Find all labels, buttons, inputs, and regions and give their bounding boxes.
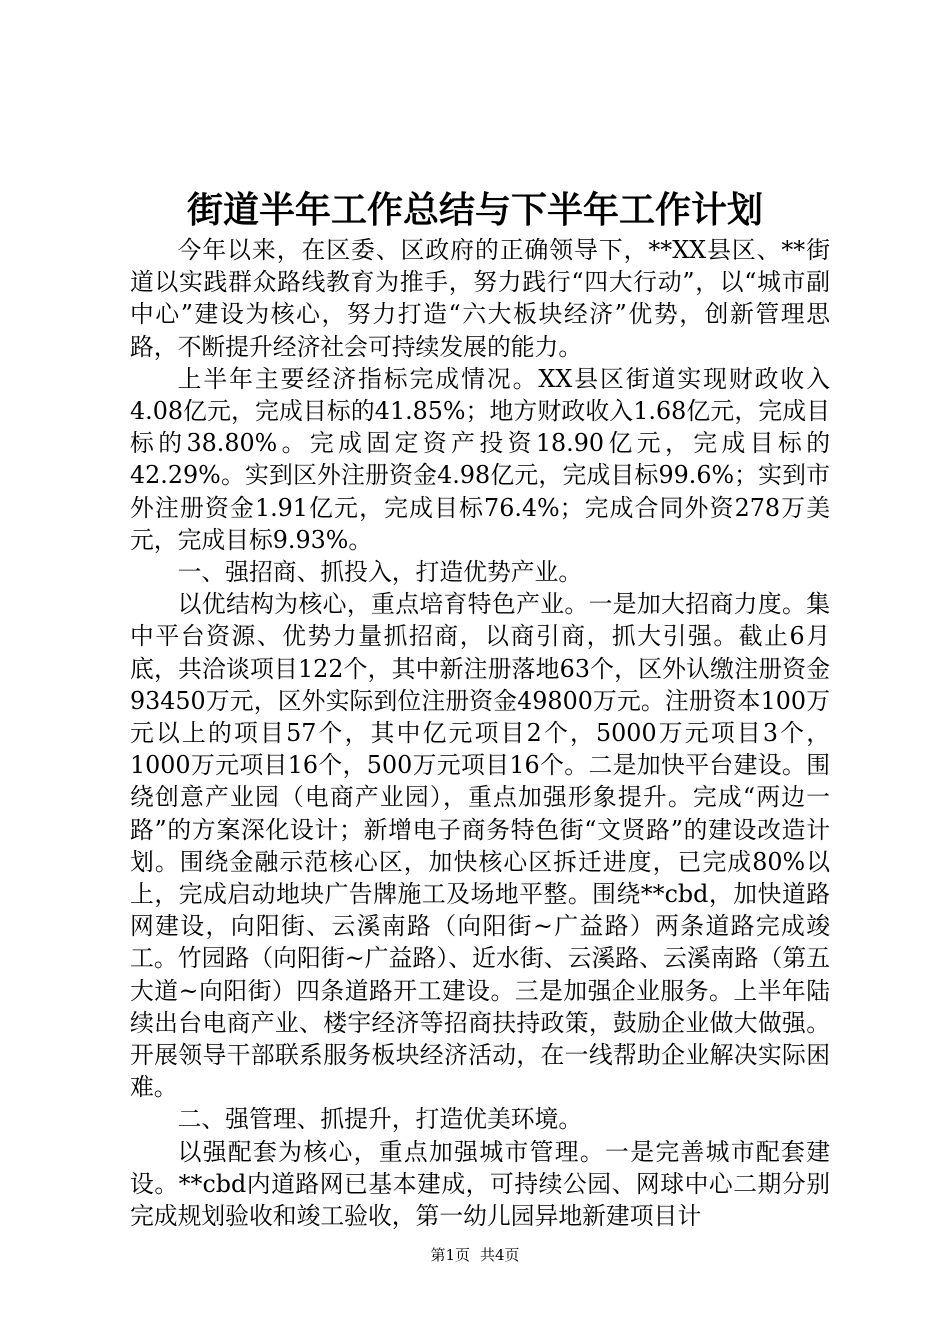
paragraph-intro: 今年以来，在区委、区政府的正确领导下，**XX县区、**街道以实践群众路线教育为推手，努力践行“四大行动”，以“城市副中心”建设为核心，努力打造“六大板块经济”优势，创新管理思路，不断提升经济社会可持续发展的能力。 — [130, 236, 830, 361]
document-title: 街道半年工作总结与下半年工作计划 — [186, 189, 763, 231]
paragraph-management: 以强配套为核心，重点加强城市管理。一是完善城市配套建设。**cbd内道路网已基本建成，可持续公园、网球中心二期分别完成规划验收和竣工验收，第一幼儿园异地新建项目计 — [130, 1137, 830, 1231]
page-total: 共4页 — [480, 1246, 520, 1264]
document-body — [130, 234, 830, 1232]
section-heading-2: 二、强管理、抓提升，打造优美环境。 — [177, 1105, 583, 1134]
paragraph-investment: 以优结构为核心，重点培育特色产业。一是加大招商力度。集中平台资源、优势力量抓招商，以商引商，抓大引强。截止6月底，共洽谈项目122个，其中新注册落地63个，区外认缴注册资金93450万元，区外实际到位注册资金49800万元。注册资本100万元以上的项目57个，其中亿元项目2个，5000万元项目3个，1000万元项目16个，500万元项目16个。二是加快平台建设。围绕创意产业园（电商产业园），重点加强形象提升。完成“两边一路”的方案深化设计；新增电子商务特色街“文贤路”的建设改造计划。围绕金融示范核心区，加快核心区拆迁进度，已完成80%以上，完成启动地块广告牌施工及场地平整。围绕**cbd，加快道路网建设，向阳街、云溪南路（向阳街~广益路）两条道路完成竣工。竹园路（向阳街~广益路）、近水街、云溪路、云溪南路（第五大道~向阳街）四条道路开工建设。三是加强企业服务。上半年陆续出台电商产业、楼宇经济等招商扶持政策，鼓励企业做大做强。开展领导干部联系服务板块经济活动，在一线帮助企业解决实际困难。 — [130, 590, 830, 1102]
paragraph-economic-indicators: 上半年主要经济指标完成情况。XX县区街道实现财政收入4.08亿元，完成目标的41.85%；地方财政收入1.68亿元，完成目标的38.80%。完成固定资产投资18.90亿元，完成目标的42.29%。实到区外注册资金4.98亿元，完成目标99.6%；实到市外注册资金1.91亿元，完成目标76.4%；完成合同外资278万美元，完成目标9.93%。 — [130, 364, 830, 554]
page-footer — [0, 1245, 950, 1265]
section-heading-1: 一、强招商、抓投入，打造优势产业。 — [177, 558, 583, 587]
page-number: 第1页 — [430, 1246, 470, 1264]
